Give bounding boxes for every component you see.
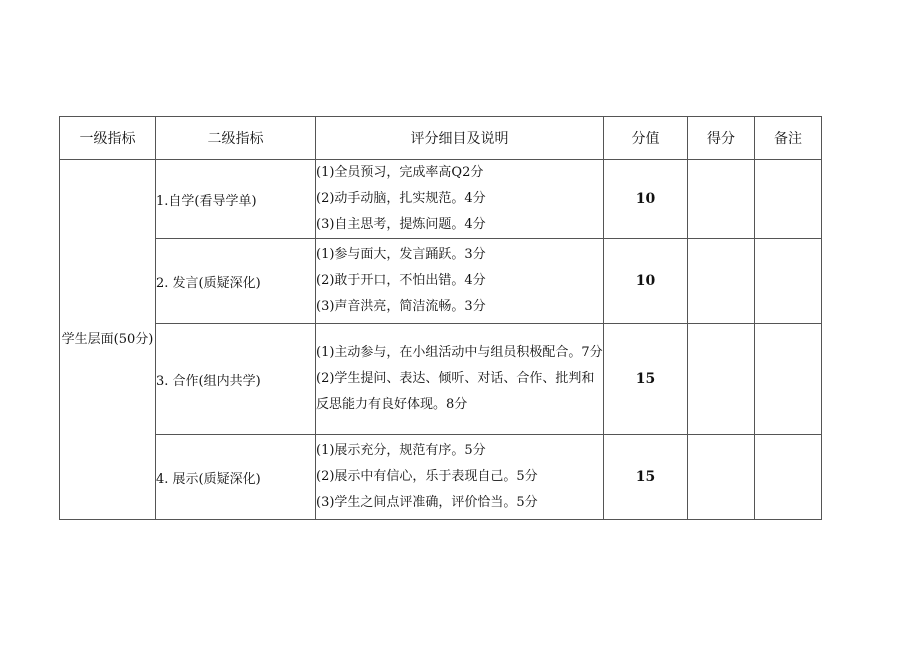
detail-line: (1)主动参与，在小组活动中与组员积极配合。7分 — [316, 345, 603, 360]
detail-line: (2)敢于开口，不怕出错。4分 — [316, 273, 486, 288]
level1-cell: 学生层面(50分) — [60, 160, 156, 520]
detail-line: (1)全员预习，完成率高Q2分 — [316, 165, 484, 180]
detail-cell — [316, 239, 604, 324]
note-cell[interactable] — [755, 160, 822, 239]
header-row — [60, 117, 822, 160]
header-level2: 二级指标 — [156, 117, 316, 160]
level2-cell: 1.自学(看导学单) — [156, 160, 316, 239]
detail-cell — [316, 435, 604, 520]
level2-cell: 4. 展示(质疑深化) — [156, 435, 316, 520]
level2-cell: 2. 发言(质疑深化) — [156, 239, 316, 324]
note-cell[interactable] — [755, 324, 822, 435]
detail-line: (3)学生之间点评准确，评价恰当。5分 — [316, 495, 538, 510]
detail-line: (3)声音洪亮，简洁流畅。3分 — [316, 299, 486, 314]
detail-cell — [316, 324, 604, 435]
detail-line: (1)展示充分，规范有序。5分 — [316, 443, 486, 458]
header-note: 备注 — [755, 117, 822, 160]
table-row — [60, 160, 822, 239]
got-cell[interactable] — [688, 324, 755, 435]
detail-line: (3)自主思考，提炼问题。4分 — [316, 217, 486, 232]
table-row — [60, 324, 822, 435]
header-score: 分值 — [604, 117, 688, 160]
score-cell: 10 — [604, 239, 688, 324]
evaluation-table — [59, 116, 822, 520]
table-row — [60, 239, 822, 324]
note-cell[interactable] — [755, 435, 822, 520]
detail-cell — [316, 160, 604, 239]
header-details: 评分细目及说明 — [316, 117, 604, 160]
detail-line: (2)动手动脑，扎实规范。4分 — [316, 191, 486, 206]
detail-line: (1)参与面大，发言踊跃。3分 — [316, 247, 486, 262]
header-level1: 一级指标 — [60, 117, 156, 160]
detail-line: (2)展示中有信心，乐于表现自己。5分 — [316, 469, 538, 484]
header-got: 得分 — [688, 117, 755, 160]
detail-line: (2)学生提问、表达、倾听、对话、合作、批判和反思能力有良好体现。8分 — [316, 371, 595, 412]
table-row — [60, 435, 822, 520]
got-cell[interactable] — [688, 160, 755, 239]
score-cell: 10 — [604, 160, 688, 239]
note-cell[interactable] — [755, 239, 822, 324]
got-cell[interactable] — [688, 435, 755, 520]
level2-cell: 3. 合作(组内共学) — [156, 324, 316, 435]
score-cell: 15 — [604, 435, 688, 520]
got-cell[interactable] — [688, 239, 755, 324]
score-cell: 15 — [604, 324, 688, 435]
